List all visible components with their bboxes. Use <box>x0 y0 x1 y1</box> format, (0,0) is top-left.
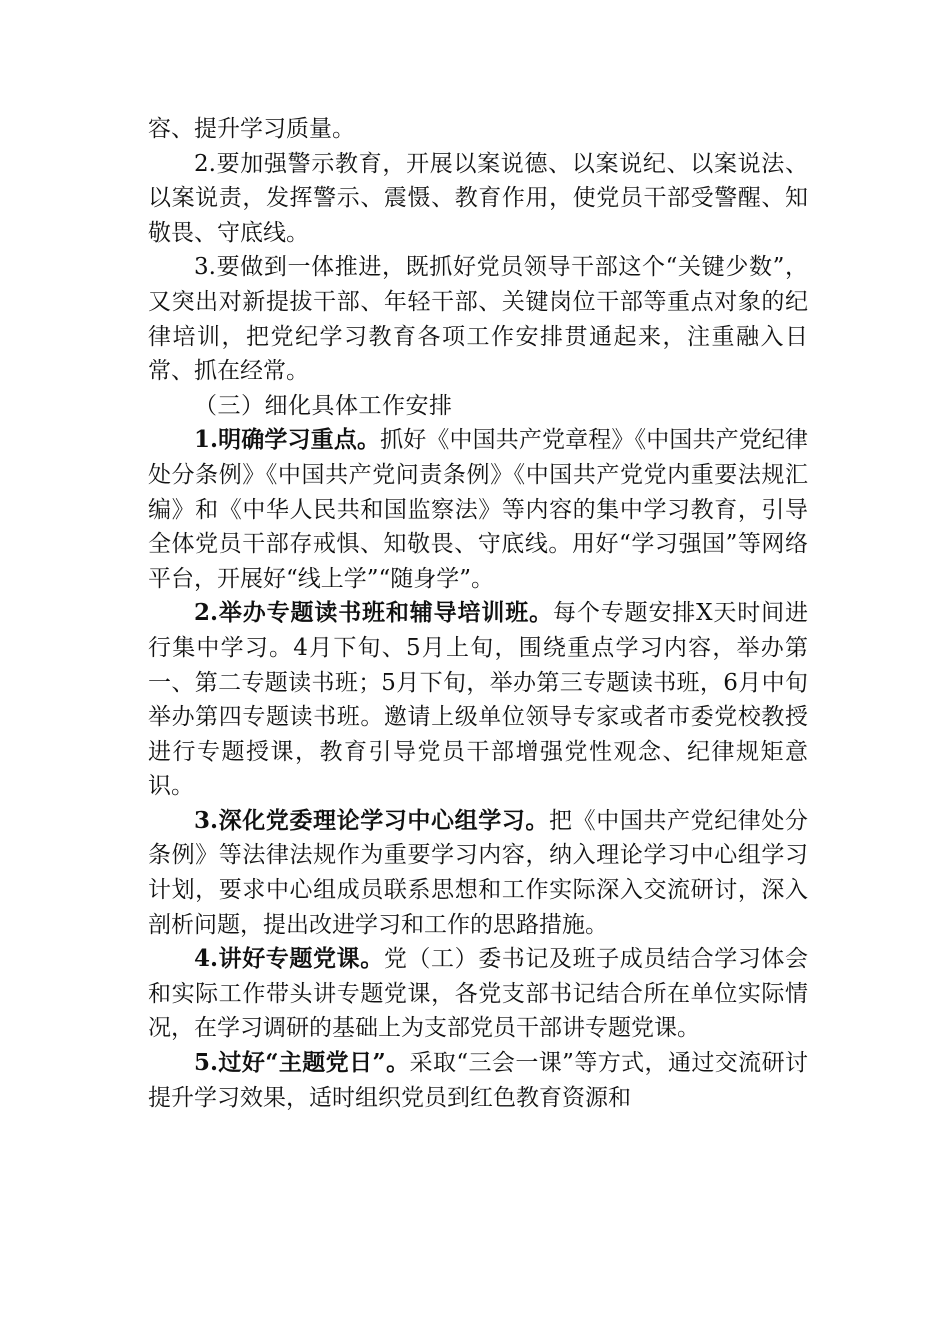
paragraph-party-lesson <box>148 942 808 1046</box>
document-page <box>148 112 808 1115</box>
paragraph-lead: 1.明确学习重点。 <box>194 426 381 454</box>
paragraph-study-focus <box>148 423 808 596</box>
paragraph-body: 每个专题安排X天时间进行集中学习。4月下旬、5月上旬，围绕重点学习内容，举办第一、第二专题读书班；5月下旬，举办第三专题读书班，6月中旬举办第四专题读书班。邀请上级单位领导专家或者市委党校教授进行专题授课，教育引导党员干部增强党性观念、纪律规矩意识。 <box>148 600 809 800</box>
paragraph-body: 采取“三会一课”等方式，通过交流研讨提升学习效果，适时组织党员到红色教育资源和 <box>148 1050 808 1111</box>
paragraph-theme-day <box>148 1046 808 1115</box>
paragraph-continuation: 容、提升学习质量。 <box>148 116 355 142</box>
paragraph-center-group <box>148 804 808 942</box>
paragraph-body: 抓好《中国共产党章程》《中国共产党纪律处分条例》《中国共产党问责条例》《中国共产党党内重要法规汇编》和《中华人民共和国监察法》等内容的集中学习教育，引导全体党员干部存戒惧、知敬畏、守底线。用好“学习强国”等网络平台，开展好“线上学”“随身学”。 <box>148 427 809 592</box>
paragraph-lead: 3.深化党委理论学习中心组学习。 <box>194 806 550 834</box>
paragraph-lead: 5.过好“主题党日”。 <box>194 1049 410 1077</box>
paragraph-body: 把《中国共产党纪律处分条例》等法律法规作为重要学习内容，纳入理论学习中心组学习计划，要求中心组成员联系思想和工作实际深入交流研讨，深入剖析问题，提出改进学习和工作的思路措施。 <box>148 807 809 938</box>
paragraph-body: 党（工）委书记及班子成员结合学习体会和实际工作带头讲专题党课，各党支部书记结合所在单位实际情况，在学习调研的基础上为支部党员干部讲专题党课。 <box>148 946 809 1042</box>
paragraph-reading-class <box>148 596 808 804</box>
paragraph-integrated-promotion: 3.要做到一体推进，既抓好党员领导干部这个“关键少数”，又突出对新提拔干部、年轻干部、关键岗位干部等重点对象的纪律培训，把党纪学习教育各项工作安排贯通起来，注重融入日常、抓在经常。 <box>148 254 808 385</box>
section-heading: （三）细化具体工作安排 <box>194 392 453 419</box>
paragraph-lead: 4.讲好专题党课。 <box>194 945 384 973</box>
paragraph-warning-education: 2.要加强警示教育，开展以案说德、以案说纪、以案说法、以案说责，发挥警示、震慑、教育作用，使党员干部受警醒、知敬畏、守底线。 <box>148 150 808 246</box>
paragraph-lead: 2.举办专题读书班和辅导培训班。 <box>194 599 553 627</box>
